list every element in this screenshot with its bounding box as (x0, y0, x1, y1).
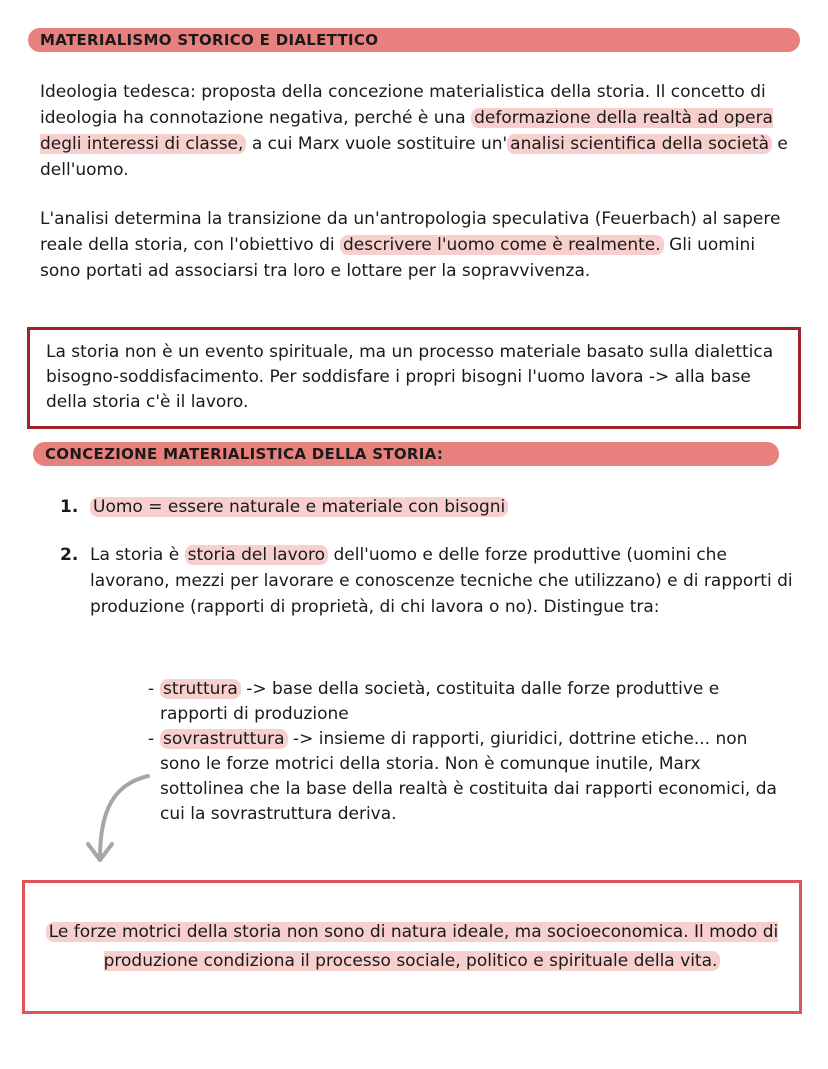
paragraph-ideologia (40, 79, 800, 183)
list-item (60, 542, 800, 620)
callout-text: La storia non è un evento spirituale, ma un processo materiale basato sulla dialettica bisogno-soddisfacimento. Per soddisfare i propri bisogni l'uomo lavora -> alla base della storia c'è il lavoro. (46, 342, 774, 412)
list-number: 1. (60, 497, 79, 517)
paragraph-text: Gli uomini sono portati ad associarsi tra loro e lottare per la sopravvivenza. (40, 235, 756, 281)
curved-arrow-down-icon (78, 770, 158, 870)
highlight-analisi: analisi scientifica della società (507, 134, 772, 154)
paragraph-text: Ideologia tedesca: proposta della concezione materialistica della storia. Il concetto di ideologia ha connotazione negativa, perché è una (40, 82, 766, 128)
heading-materialismo: MATERIALISMO STORICO E DIALETTICO (28, 28, 800, 52)
list-text: La storia è (90, 545, 185, 565)
highlight-struttura: struttura (160, 679, 241, 699)
callout-box-storia (27, 327, 801, 429)
highlight-storia-lavoro: storia del lavoro (185, 545, 328, 565)
highlight-deformazione: deformazione della realtà ad opera degli interessi di classe, (40, 108, 773, 154)
paragraph-analisi (40, 206, 800, 284)
numbered-list (60, 494, 800, 620)
highlight-conclusione: Le forze motrici della storia non sono di natura ideale, ma socioeconomica. Il modo di produzione condiziona il processo sociale, politico e spirituale della vita. (46, 922, 778, 971)
callout-box-forze (22, 880, 802, 1014)
sub-item-struttura (148, 677, 788, 727)
callout-text (43, 918, 781, 976)
heading-concezione: CONCEZIONE MATERIALISTICA DELLA STORIA: (33, 442, 779, 466)
paragraph-text: e dell'uomo. (40, 134, 788, 180)
sub-list (148, 677, 788, 827)
dash-bullet: - (148, 679, 155, 699)
list-number: 2. (60, 545, 79, 565)
sub-text: -> insieme di rapporti, giuridici, dottrine etiche... non sono le forze motrici della storia. Non è comunque inutile, Marx sottolinea che la base della realtà è costituita dai rapporti economici, da cui la sovrastruttura deriva. (160, 729, 777, 824)
highlight-uomo: Uomo = essere naturale e materiale con bisogni (90, 497, 508, 517)
dash-bullet: - (148, 729, 155, 749)
highlight-sovrastruttura: sovrastruttura (160, 729, 288, 749)
sub-text: -> base della società, costituita dalle forze produttive e rapporti di produzione (160, 679, 720, 724)
highlight-descrivere: descrivere l'uomo come è realmente. (340, 235, 664, 255)
sub-item-sovrastruttura (148, 727, 788, 827)
list-item (60, 494, 800, 520)
list-text: dell'uomo e delle forze produttive (uomini che lavorano, mezzi per lavorare e conoscenze tecniche che utilizzano) e di rapporti di produzione (rapporti di proprietà, di chi lavora o no). Distingue tra: (90, 545, 793, 617)
paragraph-text: L'analisi determina la transizione da un'antropologia speculativa (Feuerbach) al sapere reale della storia, con l'obiettivo di (40, 209, 781, 255)
paragraph-text: a cui Marx vuole sostituire un' (246, 134, 508, 154)
